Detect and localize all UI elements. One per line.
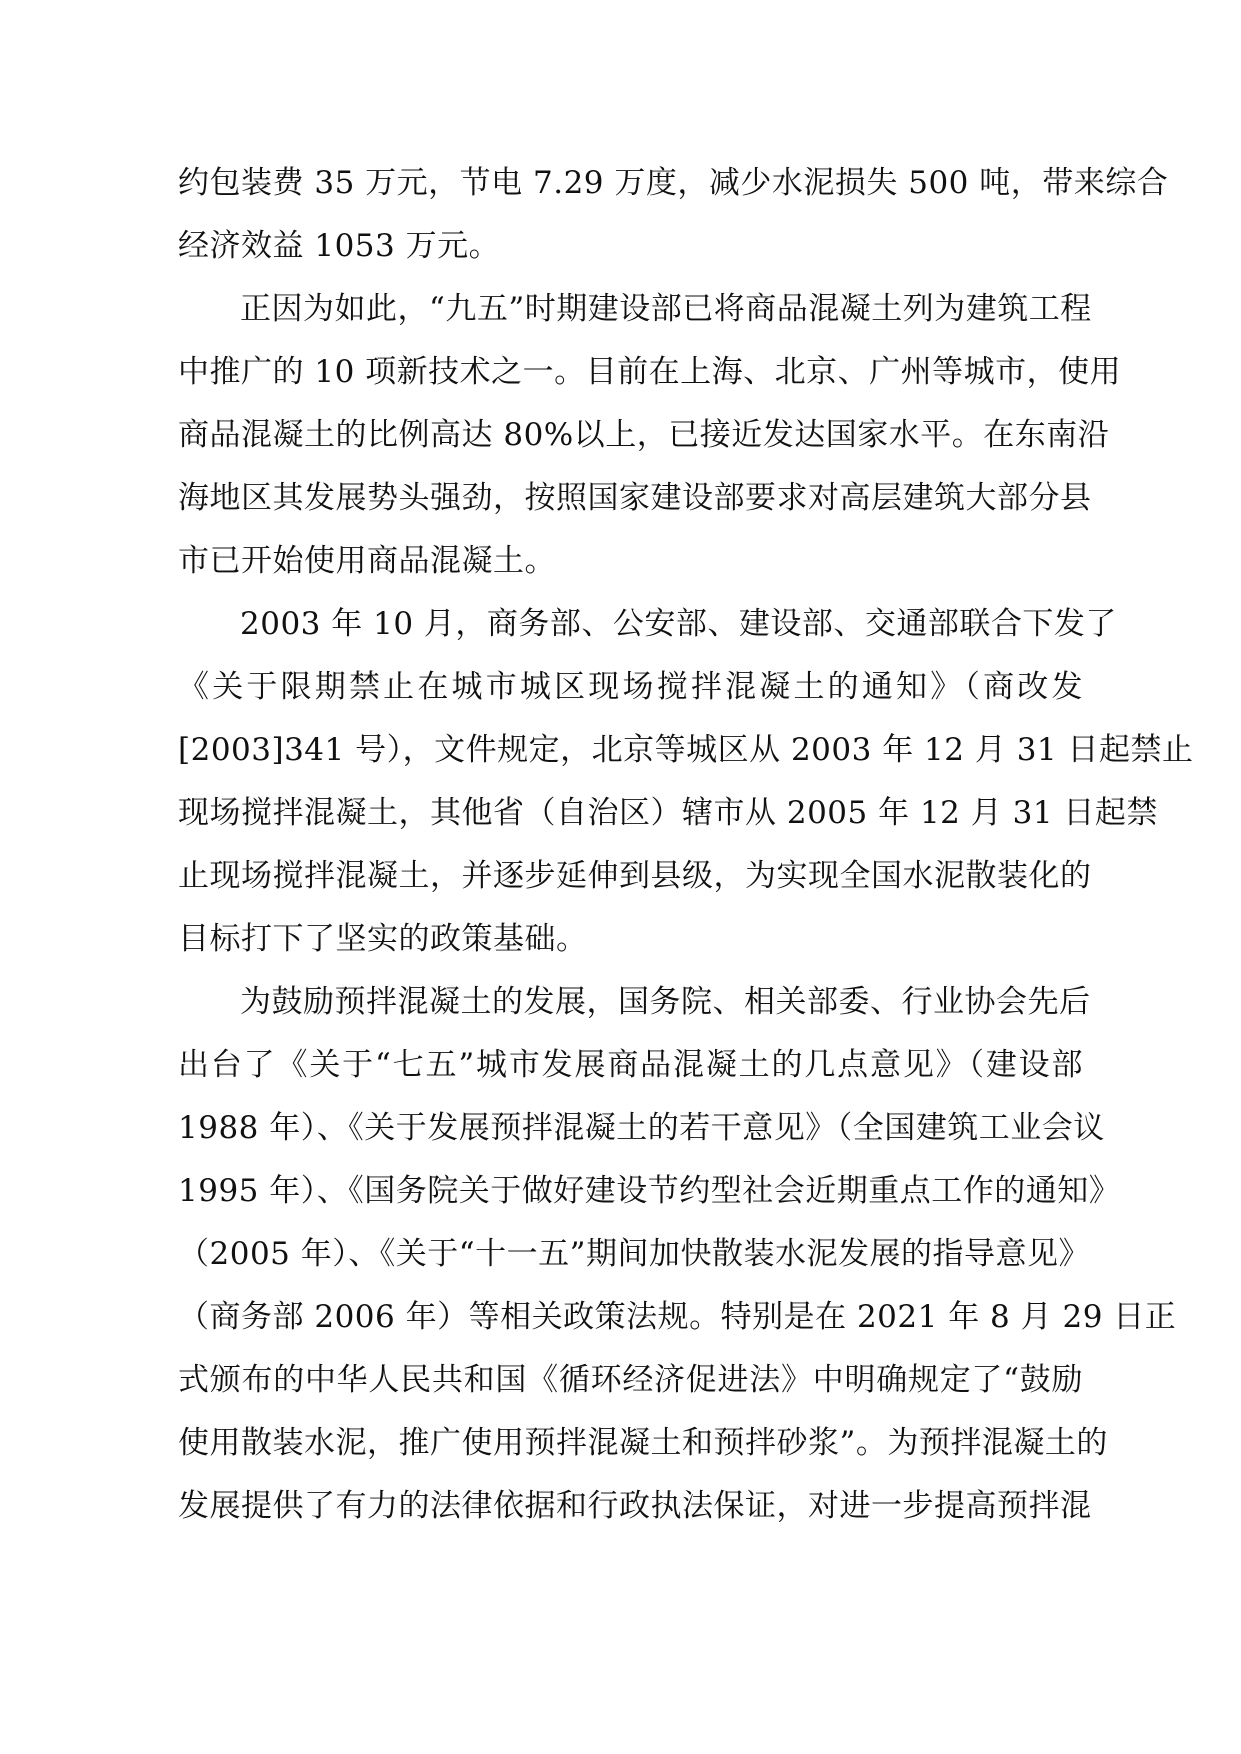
text-line: 目标打下了坚实的政策基础。 (178, 921, 588, 957)
text-line: 正因为如此，“九五”时期建设部已将商品混凝土列为建筑工程 (240, 291, 1092, 327)
text-line: 《关于限期禁止在城市城区现场搅拌混凝土的通知》（商改发 (178, 669, 1083, 705)
text-line: （商务部 2006 年）等相关政策法规。特别是在 2021 年 8 月 29 日正 (178, 1299, 1177, 1335)
paragraph-2003-notice (178, 593, 1194, 971)
text-line: 使用散装水泥，推广使用预拌混凝土和预拌砂浆”。为预拌混凝土的 (178, 1425, 1108, 1461)
text-line: 现场搅拌混凝土，其他省（自治区）辖市从 2005 年 12 月 31 日起禁 (178, 795, 1158, 831)
text-line: 出台了《关于“七五”城市发展商品混凝土的几点意见》（建设部 (178, 1047, 1083, 1083)
text-line: 1995 年）、《国务院关于做好建设节约型社会近期重点工作的通知》 (178, 1173, 1121, 1209)
text-line: 约包装费 35 万元，节电 7.29 万度，减少水泥损失 500 吨，带来综合 (178, 165, 1169, 201)
text-line: [2003]341 号），文件规定，北京等城区从 2003 年 12 月 31 日起禁止 (178, 732, 1194, 768)
text-line: 式颁布的中华人民共和国《循环经济促进法》中明确规定了“鼓励 (178, 1362, 1083, 1398)
paragraph-ninth-five-year-plan (178, 278, 1122, 593)
text-line: 发展提供了有力的法律依据和行政执法保证，对进一步提高预拌混 (178, 1488, 1092, 1524)
paragraph-continuation (178, 152, 1169, 278)
text-line: 止现场搅拌混凝土，并逐步延伸到县级，为实现全国水泥散装化的 (178, 858, 1092, 894)
text-line: 1988 年）、《关于发展预拌混凝土的若干意见》（全国建筑工业会议 (178, 1110, 1105, 1146)
text-line: 为鼓励预拌混凝土的发展，国务院、相关部委、行业协会先后 (240, 984, 1091, 1020)
text-line: 市已开始使用商品混凝土。 (178, 543, 556, 579)
text-line: 海地区其发展势头强劲，按照国家建设部要求对高层建筑大部分县 (178, 480, 1092, 516)
paragraph-policy-support (178, 971, 1177, 1538)
text-line: 中推广的 10 项新技术之一。目前在上海、北京、广州等城市，使用 (178, 354, 1122, 390)
text-line: 2003 年 10 月，商务部、公安部、建设部、交通部联合下发了 (240, 606, 1117, 642)
document-page (178, 152, 1194, 1538)
text-line: 经济效益 1053 万元。 (178, 228, 501, 264)
text-line: （2005 年）、《关于“十一五”期间加快散装水泥发展的指导意见》 (178, 1236, 1090, 1272)
text-line: 商品混凝土的比例高达 80%以上，已接近发达国家水平。在东南沿 (178, 417, 1110, 453)
